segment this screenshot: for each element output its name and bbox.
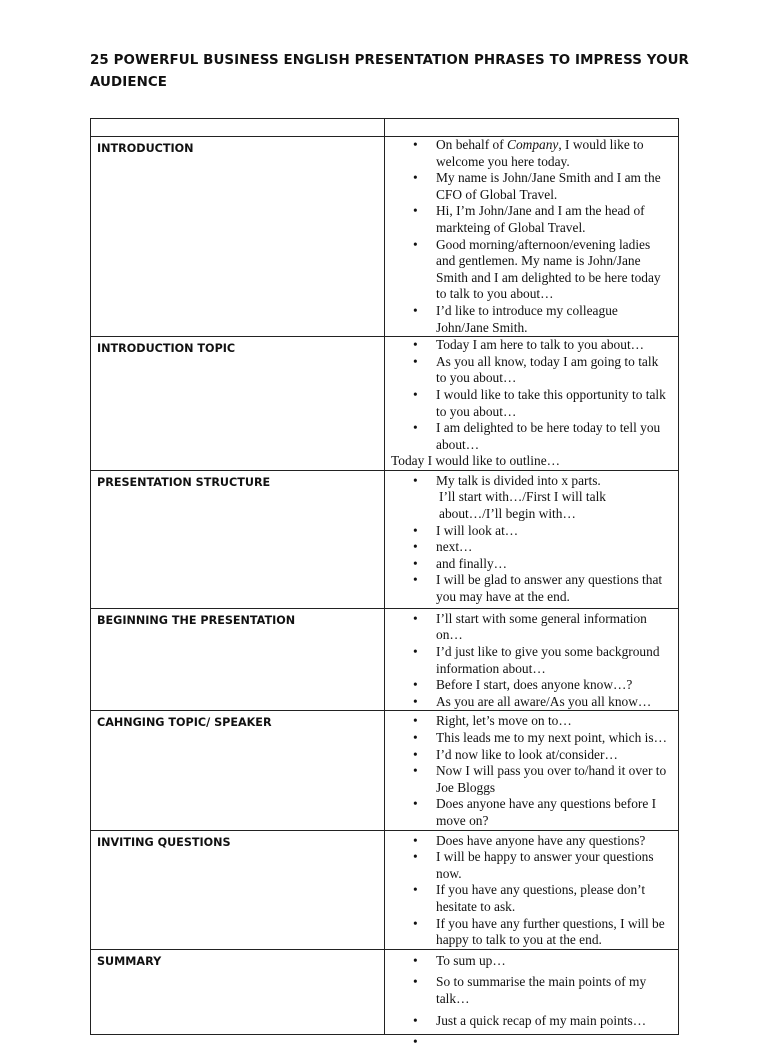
list-item: • I will look at… [391, 523, 672, 540]
list-item: • Good morning/afternoon/evening ladies and gentlemen. My name is John/Jane Smith and I am delighted to be here today to talk to you about… [391, 237, 672, 303]
list-item: • Does anyone have any questions before I move on? [391, 796, 672, 829]
list-item: • and finally… [391, 556, 672, 573]
table-header-row [91, 119, 679, 137]
list-item: • Just a quick recap of my main points… [391, 1013, 672, 1030]
page-title: 25 POWERFUL BUSINESS ENGLISH PRESENTATION PHRASES TO IMPRESS YOUR AUDIENCE [90, 53, 689, 90]
table-row [91, 711, 679, 830]
list-item: • Today I am here to talk to you about… [391, 337, 672, 354]
phrase-list [391, 953, 672, 1029]
list-item: • I am delighted to be here today to tell you about… [391, 420, 672, 453]
list-item [391, 137, 672, 170]
row-label: INVITING QUESTIONS [91, 830, 385, 949]
row-content [385, 470, 679, 608]
row-content [385, 830, 679, 949]
row-content [385, 711, 679, 830]
row-label: INTRODUCTION [91, 137, 385, 337]
row-content [385, 608, 679, 711]
list-item: • If you have any questions, please don’t hesitate to ask. [391, 882, 672, 915]
table-row [91, 949, 679, 1034]
phrase-list [391, 523, 672, 606]
list-item: • Before I start, does anyone know…? [391, 677, 672, 694]
row-content [385, 337, 679, 471]
phrase-text: On behalf of [436, 137, 508, 152]
phrase-text: , I would like to welcome you here today. [436, 137, 644, 169]
list-item: • I’ll start with some general information on… [391, 611, 672, 644]
list-item: • To sum up… [391, 953, 672, 970]
continuation-phrase: I’ll start with…/First I will talk about…/I’ll begin with… [439, 489, 606, 522]
list-item: • Right, let’s move on to… [391, 713, 672, 730]
phrases-table [90, 118, 679, 1035]
header-cell-empty-right [385, 119, 679, 137]
row-label: INTRODUCTION TOPIC [91, 337, 385, 471]
row-content [385, 949, 679, 1034]
row-label: CAHNGING TOPIC/ SPEAKER [91, 711, 385, 830]
list-item: • Hi, I’m John/Jane and I am the head of markteing of Global Travel. [391, 203, 672, 236]
phrase-list [391, 611, 672, 711]
list-item: • As you all know, today I am going to talk to you about… [391, 354, 672, 387]
trailing-phrase: Today I would like to outline… [391, 453, 561, 469]
list-item: • If you have any further questions, I will be happy to talk to you at the end. [391, 916, 672, 949]
list-item: • This leads me to my next point, which is… [391, 730, 672, 747]
list-item: • I will be happy to answer your questions now. [391, 849, 672, 882]
phrase-list [391, 337, 672, 453]
row-label: BEGINNING THE PRESENTATION [91, 608, 385, 711]
row-content [385, 137, 679, 337]
list-item: • So to summarise the main points of my talk… [391, 974, 672, 1007]
table-row [91, 137, 679, 337]
list-item: • I’d like to introduce my colleague John/Jane Smith. [391, 303, 672, 336]
row-label: SUMMARY [91, 949, 385, 1034]
header-cell-empty-left [91, 119, 385, 137]
list-item: • I’d just like to give you some background information about… [391, 644, 672, 677]
list-item: • As you are all aware/As you all know… [391, 694, 672, 711]
list-item: • I will be glad to answer any questions that you may have at the end. [391, 572, 672, 605]
phrase-list [391, 713, 672, 829]
table-row [91, 608, 679, 711]
list-item: • next… [391, 539, 672, 556]
list-item: • Does have anyone have any questions? [391, 833, 672, 850]
table-row [91, 337, 679, 471]
list-item: • My talk is divided into x parts. [391, 473, 672, 490]
phrase-list [391, 833, 672, 949]
list-item: • I’d now like to look at/consider… [391, 747, 672, 764]
row-label: PRESENTATION STRUCTURE [91, 470, 385, 608]
table-row [91, 470, 679, 608]
table-row [91, 830, 679, 949]
phrase-list [391, 137, 672, 336]
list-item: • Now I will pass you over to/hand it over to Joe Bloggs [391, 763, 672, 796]
list-item: • I would like to take this opportunity to talk to you about… [391, 387, 672, 420]
phrase-list [391, 473, 672, 490]
phrase-emphasis: Company [507, 137, 559, 152]
list-item: • My name is John/Jane Smith and I am the CFO of Global Travel. [391, 170, 672, 203]
